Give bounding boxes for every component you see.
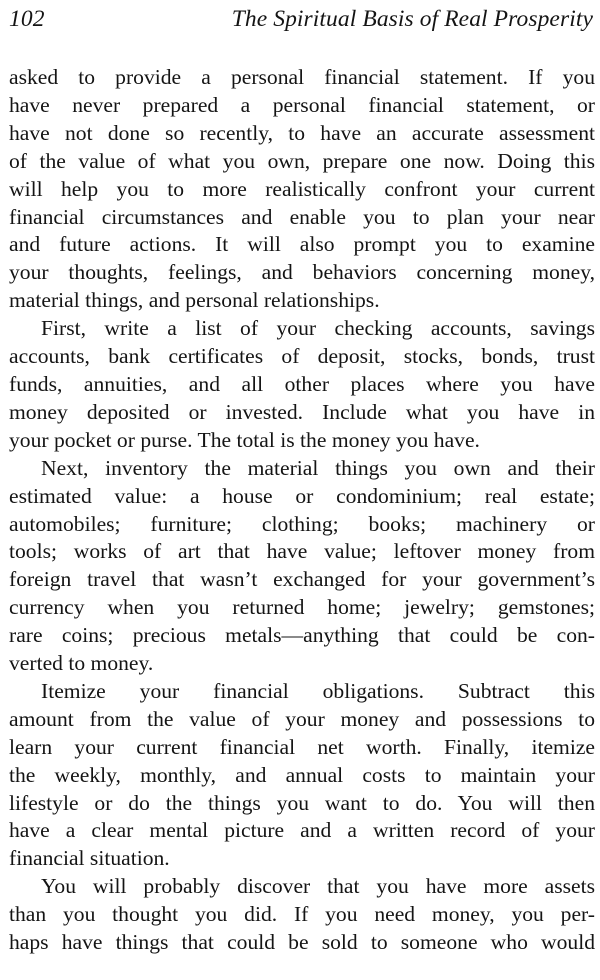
text-line: have not done so recently, to have an accurate assessment bbox=[9, 120, 595, 145]
text-line: Next, inventory the material things you own and their bbox=[41, 455, 595, 480]
body-text bbox=[9, 64, 595, 957]
text-line: verted to money. bbox=[9, 651, 154, 676]
text-line: of the value of what you own, prepare one now. Doing this bbox=[9, 148, 595, 173]
text-line: have never prepared a personal financial statement, or bbox=[9, 92, 595, 117]
running-head bbox=[9, 0, 595, 38]
text-line: material things, and personal relationships. bbox=[9, 288, 380, 313]
text-line: than you thought you did. If you need money, you per- bbox=[9, 902, 595, 927]
paragraph bbox=[9, 873, 595, 957]
text-line: money deposited or invested. Include what you have in bbox=[9, 399, 595, 424]
text-line: and future actions. It will also prompt you to examine bbox=[9, 232, 595, 257]
paragraph bbox=[9, 64, 595, 315]
text-line: estimated value: a house or condominium; real estate; bbox=[9, 483, 595, 508]
page-number: 102 bbox=[9, 6, 45, 32]
text-line: funds, annuities, and all other places where you have bbox=[9, 371, 595, 396]
text-line: First, write a list of your checking accounts, savings bbox=[41, 316, 595, 341]
text-line: asked to provide a personal financial statement. If you bbox=[9, 65, 595, 89]
paragraph bbox=[9, 455, 595, 678]
text-line: Itemize your financial obligations. Subtract this bbox=[41, 678, 595, 703]
text-line: your thoughts, feelings, and behaviors concerning money, bbox=[9, 260, 595, 285]
text-line: foreign travel that wasn’t exchanged for your government’s bbox=[9, 567, 595, 592]
running-title: The Spiritual Basis of Real Prosperity bbox=[231, 6, 593, 32]
text-line: your pocket or purse. The total is the money you have. bbox=[9, 427, 480, 452]
text-line: lifestyle or do the things you want to do. You will then bbox=[9, 790, 595, 815]
text-line: will help you to more realistically confront your current bbox=[9, 176, 595, 201]
paragraph bbox=[9, 678, 595, 873]
text-line: have a clear mental picture and a written record of your bbox=[9, 818, 595, 843]
text-line: financial situation. bbox=[9, 846, 170, 871]
text-line: the weekly, monthly, and annual costs to maintain your bbox=[9, 762, 595, 787]
paragraph bbox=[9, 315, 595, 455]
text-line: learn your current financial net worth. Finally, itemize bbox=[9, 734, 595, 759]
text-line: financial circumstances and enable you to plan your near bbox=[9, 204, 595, 229]
text-line: haps have things that could be sold to someone who would bbox=[9, 930, 595, 955]
text-line: amount from the value of your money and possessions to bbox=[9, 706, 595, 731]
text-line: currency when you returned home; jewelry; gemstones; bbox=[9, 595, 595, 620]
text-line: accounts, bank certificates of deposit, stocks, bonds, trust bbox=[9, 344, 595, 369]
text-line: automobiles; furniture; clothing; books; machinery or bbox=[9, 511, 595, 536]
text-line: rare coins; precious metals—anything that could be con- bbox=[9, 623, 595, 648]
text-line: tools; works of art that have value; leftover money from bbox=[9, 539, 595, 564]
text-line: You will probably discover that you have more assets bbox=[41, 874, 595, 899]
